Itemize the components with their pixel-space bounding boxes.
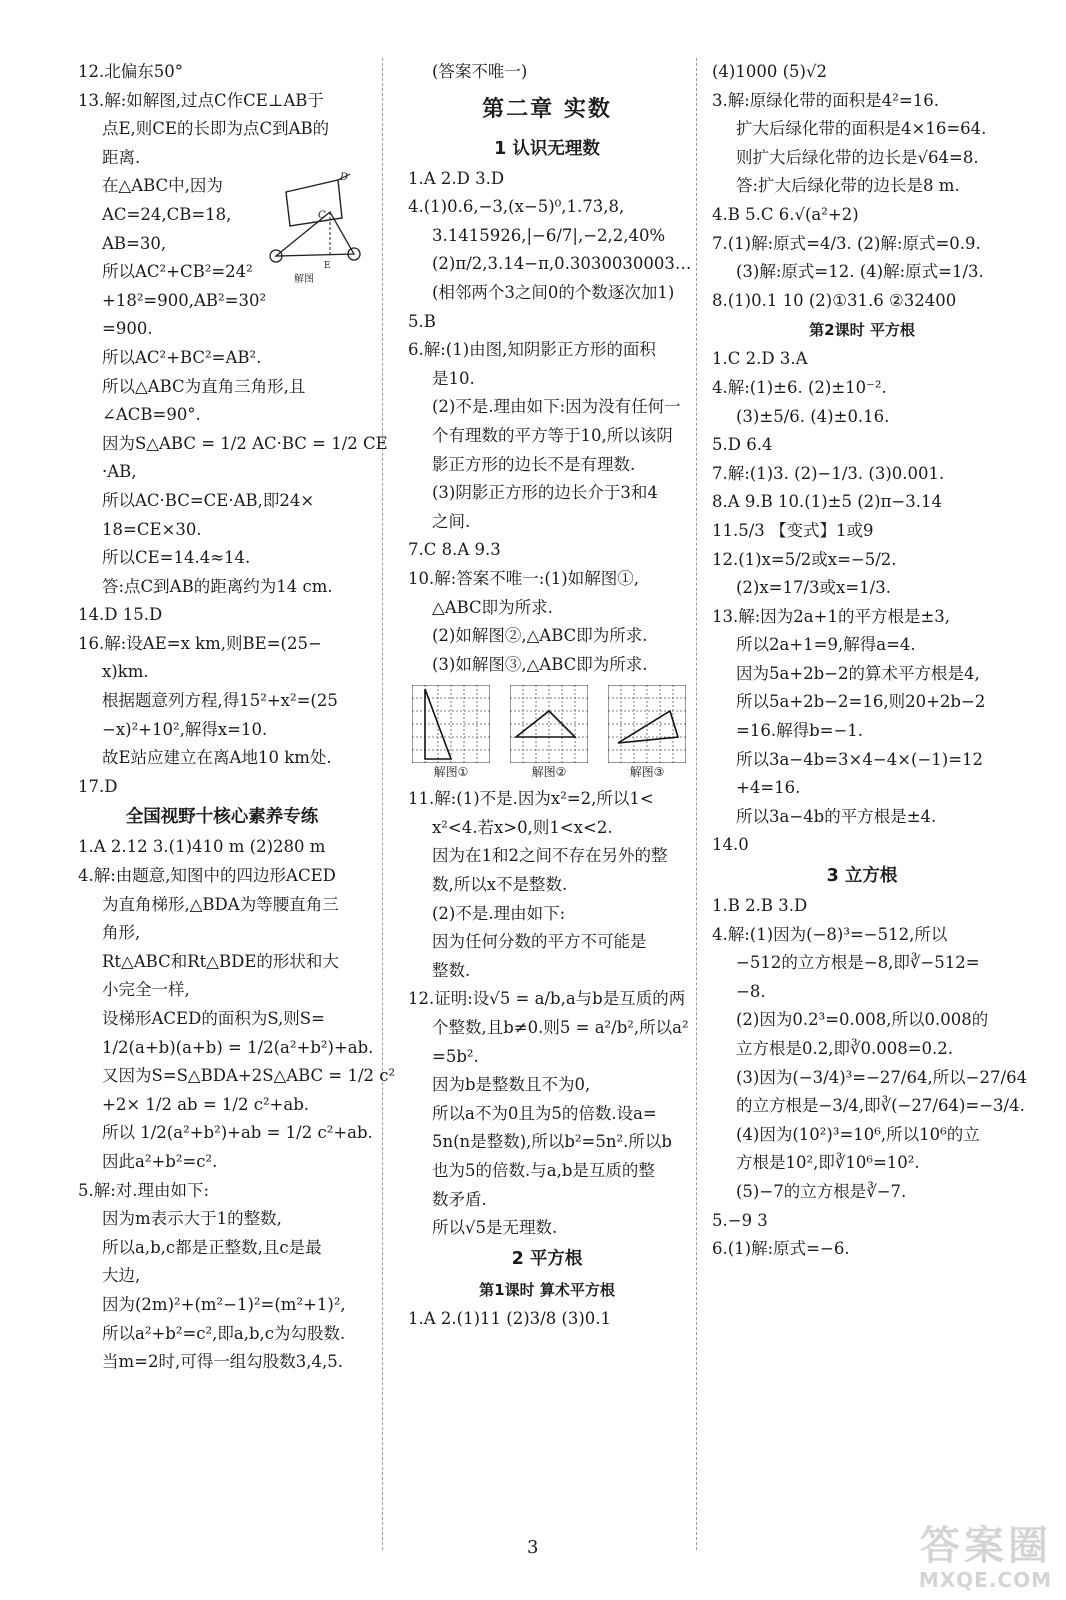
answer-line: 16.解:设AE=x km,则BE=(25−	[78, 633, 322, 653]
answer-line: 18=CE×30.	[102, 519, 202, 539]
answer-line: 故E站应建立在离A地10 km处.	[102, 748, 332, 768]
lesson-heading: 第1课时 算术平方根	[479, 1280, 615, 1299]
answer-line: AB=30,	[102, 233, 167, 253]
answer-line: 13.解:因为2a+1的平方根是±3,	[712, 606, 951, 626]
answer-line: +4=16.	[736, 778, 801, 798]
answer-line: 所以AC²+CB²=24²	[102, 262, 253, 282]
answer-line: 13.解:如解图,过点C作CE⊥AB于	[78, 90, 324, 110]
answer-line: +2× 1/2 ab = 1/2 c²+ab.	[102, 1094, 310, 1114]
answer-line: 14.D 15.D	[78, 605, 163, 625]
answer-line: 因为在1和2之间不存在另外的整	[432, 846, 668, 866]
answer-line: 所以√5是无理数.	[432, 1218, 558, 1238]
answer-line: 在△ABC中,因为	[102, 176, 223, 196]
answer-line: 4.解:(1)因为(−8)³=−512,所以	[712, 924, 948, 944]
answer-line: =900.	[102, 319, 153, 339]
answer-line: =5b².	[432, 1046, 479, 1066]
answer-line: −512的立方根是−8,即∛−512=	[736, 953, 980, 973]
answer-line: 因为5a+2b−2的算术平方根是4,	[736, 663, 980, 683]
answer-line: AC=24,CB=18,	[102, 204, 232, 224]
grid-figures	[408, 685, 686, 780]
answer-line: x²<4.若x>0,则1<x<2.	[432, 817, 613, 837]
answer-line: 1.A 2.12 3.(1)410 m (2)280 m	[78, 837, 326, 857]
page-number: 3	[527, 1537, 539, 1558]
answer-line: x)km.	[102, 662, 149, 682]
answer-line: +18²=900,AB²=30²	[102, 290, 267, 310]
answer-line: 8.A 9.B 10.(1)±5 (2)π−3.14	[712, 492, 942, 512]
answer-line: 5n(n是整数),所以b²=5n².所以b	[432, 1132, 672, 1152]
answer-line: 的立方根是−3/4,即∛(−27/64)=−3/4.	[736, 1096, 1025, 1116]
answer-line: ·AB,	[102, 462, 137, 482]
lesson-heading: 第2课时 平方根	[809, 321, 915, 340]
answer-line: 因为(2m)²+(m²−1)²=(m²+1)²,	[102, 1294, 346, 1314]
answer-line: (3)因为(−3/4)³=−27/64,所以−27/64	[736, 1067, 1028, 1087]
grid-figure-3	[608, 685, 686, 763]
answer-line: 5.D 6.4	[712, 435, 773, 455]
answer-line: 所以CE=14.4≈14.	[102, 548, 251, 568]
section-heading: 1 认识无理数	[494, 138, 600, 159]
answer-line: 因为b是整数且不为0,	[432, 1075, 591, 1095]
geometry-figure	[268, 170, 364, 290]
answer-line: 14.0	[712, 835, 749, 855]
answer-line: 之间.	[432, 511, 471, 531]
answer-line: 整数.	[432, 960, 471, 980]
figure-caption: 解图③	[629, 765, 665, 780]
answer-line: 1.A 2.(1)11 (2)3/8 (3)0.1	[408, 1308, 612, 1328]
watermark-text: 答案圈	[920, 1523, 1052, 1569]
answer-line: 10.解:答案不唯一:(1)如解图①,	[408, 568, 639, 588]
svg-text:C: C	[318, 210, 326, 221]
answer-line: 1/2(a+b)(a+b) = 1/2(a²+b²)+ab.	[102, 1037, 374, 1057]
answer-line: 当m=2时,可得一组勾股数3,4,5.	[102, 1352, 343, 1372]
answer-line: 1.B 2.B 3.D	[712, 896, 808, 916]
answer-line: (3)阴影正方形的边长介于3和4	[432, 483, 658, 503]
column-3	[712, 58, 1028, 1264]
answer-line: 个整数,且b≠0.则5 = a²/b²,所以a²	[432, 1018, 689, 1038]
section-heading: 3 立方根	[826, 866, 898, 887]
answer-line: 个有理数的平方等于10,所以该阴	[432, 425, 673, 445]
answer-line: 4.解:(1)±6. (2)±10⁻².	[712, 377, 887, 397]
answer-line: (2)不是.理由如下:	[432, 903, 566, 923]
answer-line: (2)如解图②,△ABC即为所求.	[432, 626, 648, 646]
answer-line: 数矛盾.	[432, 1189, 487, 1209]
answer-line: 所以3a−4b的平方根是±4.	[736, 806, 937, 826]
section-heading: 2 平方根	[511, 1248, 583, 1269]
answer-line: 所以5a+2b−2=16,则20+2b−2	[736, 692, 986, 712]
answer-line: 点E,则CE的长即为点C到AB的	[102, 119, 330, 139]
answer-line: 4.解:由题意,知图中的四边形ACED	[78, 866, 336, 886]
answer-line: 则扩大后绿化带的边长是√64=8.	[736, 147, 979, 167]
grid-figure-2	[510, 685, 588, 763]
answer-line: −x)²+10²,解得x=10.	[102, 719, 268, 739]
answer-line: 小完全一样,	[102, 980, 190, 1000]
answer-line: (4)因为(10²)³=10⁶,所以10⁶的立	[736, 1124, 980, 1144]
answer-line: 11.5/3 【变式】1或9	[712, 520, 874, 540]
answer-line: 5.B	[408, 311, 436, 331]
answer-line: 所以△ABC为直角三角形,且	[102, 376, 306, 396]
figure-caption: 解图②	[531, 765, 567, 780]
svg-text:E: E	[324, 261, 331, 271]
figure-caption: 解图①	[433, 765, 469, 780]
figure-caption: 解图	[294, 274, 314, 285]
answer-line: 立方根是0.2,即∛0.008=0.2.	[736, 1039, 954, 1058]
answer-line: 17.D	[78, 776, 118, 796]
answer-line: 12.(1)x=5/2或x=−5/2.	[712, 549, 897, 569]
watermark-url: MXQE.COM	[918, 1568, 1052, 1592]
answer-line: 扩大后绿化带的面积是4×16=64.	[736, 119, 987, 139]
answer-line: (3)解:原式=12. (4)解:原式=1/3.	[736, 262, 984, 282]
answer-line: Rt△ABC和Rt△BDE的形状和大	[102, 951, 339, 971]
answer-line: 答:点C到AB的距离约为14 cm.	[102, 576, 333, 596]
answer-line: 影正方形的边长不是有理数.	[432, 454, 636, 474]
answer-line: 6.解:(1)由图,知阴影正方形的面积	[408, 340, 656, 360]
answer-line: 7.C 8.A 9.3	[408, 540, 501, 560]
answer-line: 7.解:(1)3. (2)−1/3. (3)0.001.	[712, 463, 945, 483]
answer-line: 4.(1)0.6,−3,(x−5)⁰,1.7̇3̇,8,	[408, 197, 625, 217]
answer-line: 12.证明:设√5 = a/b,a与b是互质的两	[408, 989, 686, 1009]
answer-line: 所以a,b,c都是正整数,且c是最	[102, 1237, 322, 1257]
answer-line: 3.解:原绿化带的面积是4²=16.	[712, 90, 939, 110]
answer-line: 方根是10²,即∛10⁶=10².	[736, 1153, 920, 1173]
answer-line: 1.C 2.D 3.A	[712, 349, 808, 369]
answer-line: 也为5的倍数.与a,b是互质的整	[432, 1161, 655, 1180]
answer-line: (3)±5/6. (4)±0.16.	[736, 406, 890, 426]
answer-line: 8.(1)0.1 10 (2)①31.6 ②32400	[712, 290, 957, 310]
answer-line: 所以2a+1=9,解得a=4.	[736, 635, 916, 655]
answer-line: (相邻两个3之间0的个数逐次加1)	[432, 282, 675, 302]
column-divider-1	[382, 58, 383, 1550]
answer-line: −8.	[736, 981, 766, 1001]
answer-line: (2)不是.理由如下:因为没有任何一	[432, 397, 681, 417]
answer-line: (5)−7的立方根是∛−7.	[736, 1181, 907, 1201]
answer-line: 所以 1/2(a²+b²)+ab = 1/2 c²+ab.	[102, 1123, 373, 1143]
answer-line: 设梯形ACED的面积为S,则S=	[102, 1009, 325, 1028]
section-heading: 全国视野十核心素养专练	[125, 807, 319, 828]
answer-line: =16.解得b=−1.	[736, 721, 864, 741]
watermark	[919, 1524, 1052, 1592]
answer-line: 大边,	[102, 1266, 141, 1286]
answer-line: (2)因为0.2³=0.008,所以0.008的	[736, 1010, 989, 1030]
answer-line: 1.A 2.D 3.D	[408, 168, 505, 188]
answer-line: 5.解:对.理由如下:	[78, 1180, 210, 1200]
answer-line: (2)π/2,3.14−π,0.3030030003…	[432, 254, 692, 274]
answer-line: 因为S△ABC = 1/2 AC·BC = 1/2 CE	[102, 433, 388, 453]
answer-line: 所以AC·BC=CE·AB,即24×	[102, 490, 315, 510]
answer-line: 4.B 5.C 6.√(a²+2)	[712, 204, 859, 224]
answer-line: 3.1415926,|−6/7|,−2,2,40%	[432, 225, 666, 245]
answer-line: ∠ACB=90°.	[102, 405, 201, 425]
svg-text:D: D	[340, 172, 349, 183]
answer-line: 又因为S=S△BDA+2S△ABC = 1/2 c²	[102, 1066, 396, 1086]
answer-line: 数,所以x不是整数.	[432, 875, 568, 895]
answer-line: (4)1000 (5)√2	[712, 62, 827, 81]
answer-line: 5.−9 3	[712, 1210, 768, 1230]
answer-line: (答案不唯一)	[432, 62, 528, 81]
column-divider-2	[696, 58, 697, 1550]
answer-line: 7.(1)解:原式=4/3. (2)解:原式=0.9.	[712, 233, 981, 253]
answer-line: 所以AC²+BC²=AB².	[102, 347, 262, 367]
answer-line: 11.解:(1)不是.因为x²=2,所以1<	[408, 789, 654, 809]
grid-figure-1	[412, 685, 490, 763]
answer-line: 因此a²+b²=c².	[102, 1151, 218, 1171]
answer-line: 为直角梯形,△BDA为等腰直角三	[102, 894, 339, 914]
answer-line: 12.北偏东50°	[78, 62, 183, 81]
answer-line: (2)x=17/3或x=1/3.	[736, 578, 891, 598]
answer-line: 距离.	[102, 147, 141, 167]
column-2	[408, 58, 692, 1333]
answer-line: 根据题意列方程,得15²+x²=(25	[102, 691, 338, 711]
chapter-title: 第二章 实数	[482, 96, 612, 122]
answer-line: 角形,	[102, 923, 141, 943]
answer-line: 6.(1)解:原式=−6.	[712, 1239, 850, 1259]
answer-line: △ABC即为所求.	[432, 597, 553, 617]
answer-line: 答:扩大后绿化带的边长是8 m.	[736, 176, 960, 196]
answer-line: 所以a不为0且为5的倍数.设a=	[432, 1103, 657, 1123]
answer-line: 所以3a−4b=3×4−4×(−1)=12	[736, 749, 984, 769]
answer-line: 是10.	[432, 368, 475, 388]
answer-line: (3)如解图③,△ABC即为所求.	[432, 654, 648, 674]
answer-line: 因为m表示大于1的整数,	[102, 1209, 282, 1229]
answer-line: 所以a²+b²=c²,即a,b,c为勾股数.	[102, 1323, 346, 1343]
answer-line: 因为任何分数的平方不可能是	[432, 932, 647, 952]
